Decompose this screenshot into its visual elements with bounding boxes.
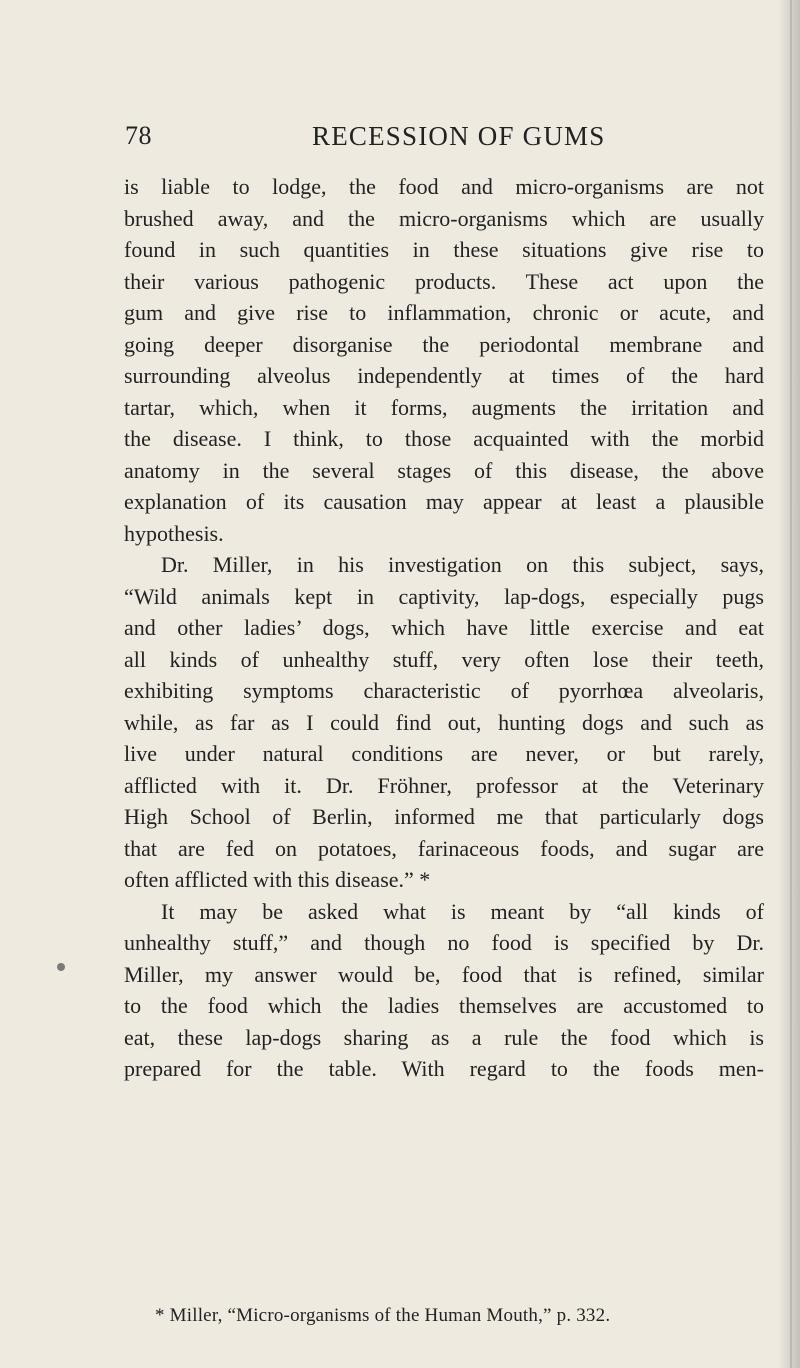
text-line: “Wild animals kept in captivity, lap-dogs, especially pugs <box>124 583 764 609</box>
running-head: RECESSION OF GUMS <box>312 121 606 151</box>
paragraph-start-line: Dr. Miller, in his investigation on this subject, says, <box>161 552 764 577</box>
text-line: is liable to lodge, the food and micro-organisms are not <box>124 174 764 199</box>
text-line: found in such quantities in these situations give rise to <box>124 237 764 262</box>
page-spine-shadow <box>778 0 800 1368</box>
page-number: 78 <box>125 121 152 150</box>
text-line: High School of Berlin, informed me that particularly dogs <box>124 804 764 829</box>
text-line: gum and give rise to inflammation, chronic or acute, and <box>124 300 764 325</box>
text-line: while, as far as I could find out, hunting dogs and such as <box>124 709 764 735</box>
page-spine-line <box>790 0 792 1368</box>
text-line: surrounding alveolus independently at times of the hard <box>124 363 764 388</box>
text-line: brushed away, and the micro-organisms which are usually <box>124 205 764 231</box>
text-line: unhealthy stuff,” and though no food is specified by Dr. <box>124 930 764 955</box>
text-line: eat, these lap-dogs sharing as a rule the food which is <box>124 1024 764 1050</box>
text-line: their various pathogenic products. These act upon the <box>124 268 764 294</box>
text-line: to the food which the ladies themselves are accustomed to <box>124 993 764 1018</box>
margin-mark-icon <box>57 963 65 971</box>
text-line: often afflicted with this disease.” * <box>124 867 431 892</box>
page-header <box>0 121 800 153</box>
footnote: * Miller, “Micro-organisms of the Human Mouth,” p. 332. <box>155 1305 611 1326</box>
text-line: afflicted with it. Dr. Fröhner, professor at the Veterinary <box>124 772 764 798</box>
text-line: going deeper disorganise the periodontal membrane and <box>124 331 764 357</box>
text-line: explanation of its causation may appear at least a plausible <box>124 489 764 514</box>
paragraph-start-line: It may be asked what is meant by “all kinds of <box>161 898 764 924</box>
text-line: exhibiting symptoms characteristic of pyorrhœa alveolaris, <box>124 678 764 703</box>
text-line: and other ladies’ dogs, which have little exercise and eat <box>124 615 764 640</box>
text-line: prepared for the table. With regard to the foods men- <box>124 1056 764 1081</box>
text-line: the disease. I think, to those acquainted with the morbid <box>124 426 764 451</box>
text-line: tartar, which, when it forms, augments the irritation and <box>124 394 764 420</box>
text-line: live under natural conditions are never, or but rarely, <box>124 741 764 766</box>
text-line: that are fed on potatoes, farinaceous foods, and sugar are <box>124 835 764 861</box>
text-line: anatomy in the several stages of this disease, the above <box>124 457 764 483</box>
text-line: Miller, my answer would be, food that is refined, similar <box>124 961 764 987</box>
text-line: all kinds of unhealthy stuff, very often lose their teeth, <box>124 646 764 672</box>
text-line: hypothesis. <box>124 520 224 546</box>
body-text <box>124 171 764 1085</box>
